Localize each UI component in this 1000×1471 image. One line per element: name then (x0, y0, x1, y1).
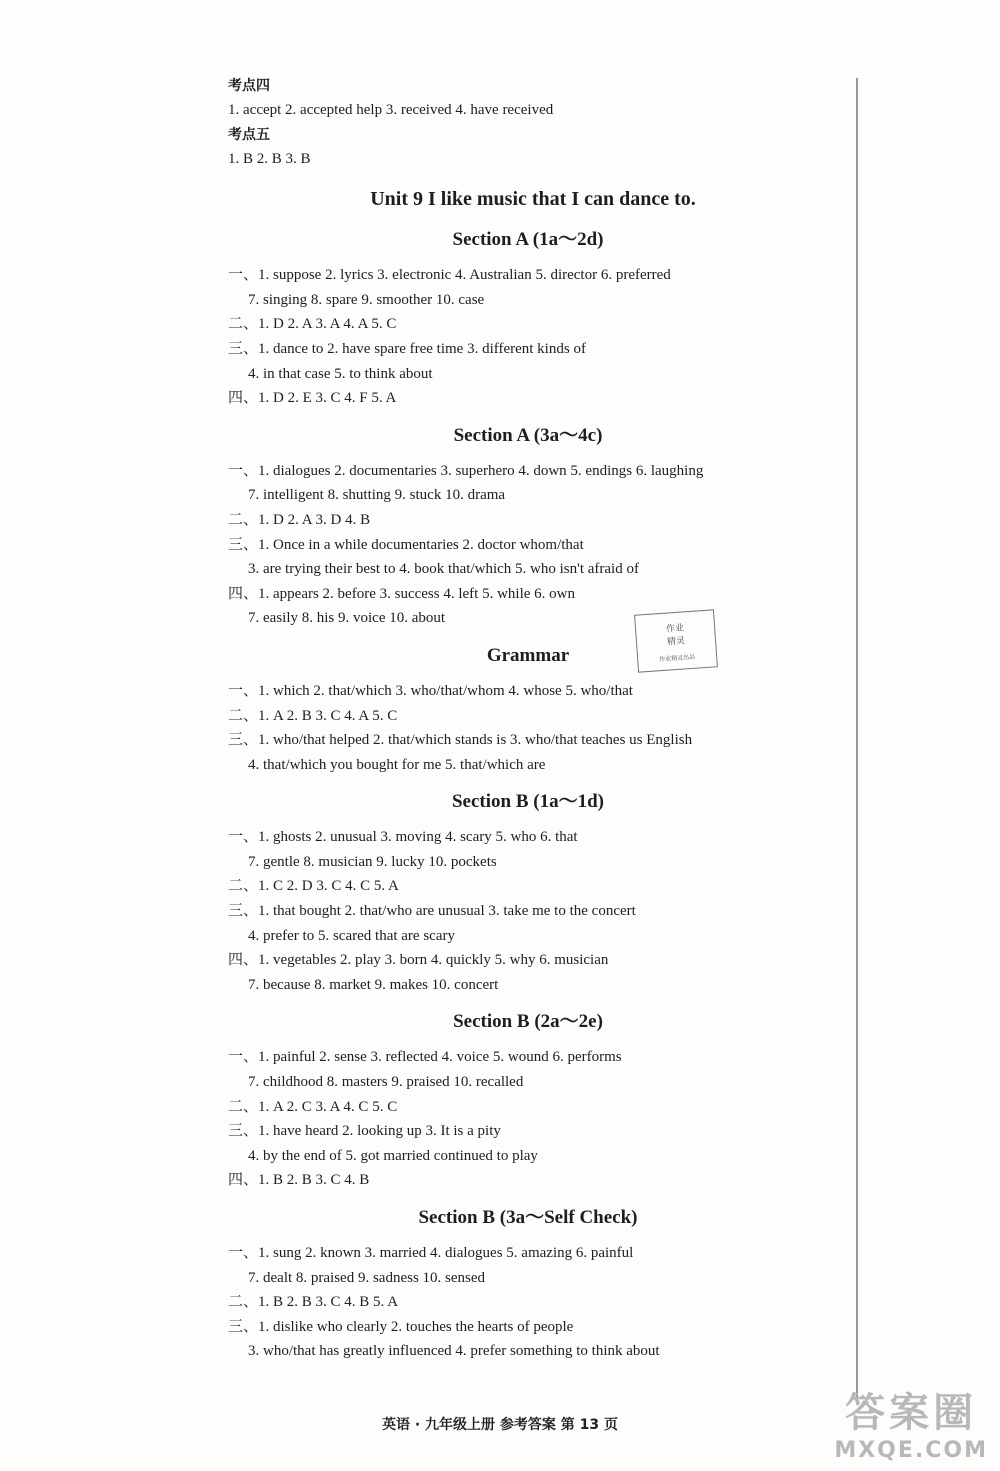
answer-line: 4. by the end of 5. got married continued to play (248, 1147, 538, 1164)
page-footer: 英语 · 九年级上册 参考答案 第 13 页 (381, 1417, 619, 1433)
answer-line: 三、1. dance to 2. have spare free time 3. different kinds of (228, 340, 586, 357)
kaodian-5-title: 考点五 (228, 126, 270, 143)
section-title: Grammar (486, 644, 570, 666)
answer-line: 三、1. Once in a while documentaries 2. doctor whom/that (228, 536, 584, 553)
answer-line: 二、1. C 2. D 3. C 4. C 5. A (228, 878, 399, 895)
unit-title: Unit 9 I like music that I can dance to. (370, 188, 696, 211)
stamp-logo: 作业 精灵 作业精灵出品 (634, 609, 718, 672)
answer-line: 7. gentle 8. musician 9. lucky 10. pockets (248, 853, 497, 870)
answer-line: 四、1. vegetables 2. play 3. born 4. quickly 5. why 6. musician (228, 952, 609, 969)
answer-line: 4. prefer to 5. scared that are scary (248, 927, 455, 944)
answer-line: 四、1. B 2. B 3. C 4. B (228, 1172, 370, 1189)
answer-line: 二、1. B 2. B 3. C 4. B 5. A (228, 1294, 399, 1311)
margin-rule (856, 78, 858, 1398)
sections (228, 227, 828, 1364)
answer-line: 四、1. appears 2. before 3. success 4. left 5. while 6. own (228, 585, 575, 602)
answer-line: 三、1. that bought 2. that/who are unusual 3. take me to the concert (228, 903, 636, 920)
answer-line: 3. are trying their best to 4. book that/which 5. who isn't afraid of (248, 561, 639, 578)
section-title: Section B (3a～Self Check) (418, 1207, 638, 1228)
kaodian-4-answers: 1. accept 2. accepted help 3. received 4. have received (228, 102, 554, 118)
answer-line: 7. because 8. market 9. makes 10. concert (248, 976, 499, 993)
answer-line: 四、1. D 2. E 3. C 4. F 5. A (228, 390, 397, 407)
answer-line: 一、1. which 2. that/which 3. who/that/whom 4. whose 5. who/that (228, 682, 633, 699)
answer-line: 7. dealt 8. praised 9. sadness 10. sensed (248, 1269, 486, 1286)
answer-line: 二、1. A 2. C 3. A 4. C 5. C (228, 1098, 398, 1115)
answer-line: 二、1. D 2. A 3. A 4. A 5. C (228, 316, 397, 333)
answer-line: 一、1. sung 2. known 3. married 4. dialogues 5. amazing 6. painful (228, 1245, 634, 1261)
answer-line: 二、1. A 2. B 3. C 4. A 5. C (228, 707, 398, 724)
answer-line: 一、1. dialogues 2. documentaries 3. superhero 4. down 5. endings 6. laughing (228, 462, 704, 479)
answer-line: 7. intelligent 8. shutting 9. stuck 10. drama (248, 487, 506, 504)
section-title: Section B (2a～2e) (453, 1011, 603, 1033)
answer-line: 4. in that case 5. to think about (248, 365, 433, 382)
section-title: Section A (1a～2d) (452, 229, 604, 251)
answer-line: 一、1. ghosts 2. unusual 3. moving 4. scary 5. who 6. that (228, 829, 578, 846)
kaodian-4-title: 考点四 (228, 78, 270, 94)
watermark-logo: 答案圈 MXQE.COM (834, 1390, 988, 1463)
kaodian-5-answers: 1. B 2. B 3. B (228, 150, 311, 167)
answer-line: 4. that/which you bought for me 5. that/which are (248, 756, 546, 773)
answer-line: 一、1. painful 2. sense 3. reflected 4. voice 5. wound 6. performs (228, 1049, 622, 1066)
answer-line: 3. who/that has greatly influenced 4. prefer something to think about (248, 1343, 660, 1360)
section-title: Section A (3a～4c) (453, 424, 603, 446)
answer-line: 三、1. dislike who clearly 2. touches the hearts of people (228, 1318, 574, 1335)
answer-line: 7. easily 8. his 9. voice 10. about (248, 610, 446, 627)
answer-line: 一、1. suppose 2. lyrics 3. electronic 4. Australian 5. director 6. preferred (228, 267, 671, 284)
answer-content (228, 74, 828, 1364)
answer-line: 7. childhood 8. masters 9. praised 10. recalled (248, 1074, 524, 1091)
answer-line: 7. singing 8. spare 9. smoother 10. case (248, 291, 485, 308)
section-title: Section B (1a～1d) (451, 791, 604, 813)
answer-line: 三、1. have heard 2. looking up 3. It is a pity (228, 1123, 501, 1140)
answer-line: 三、1. who/that helped 2. that/which stands is 3. who/that teaches us English (228, 732, 693, 749)
answer-line: 二、1. D 2. A 3. D 4. B (228, 511, 371, 528)
